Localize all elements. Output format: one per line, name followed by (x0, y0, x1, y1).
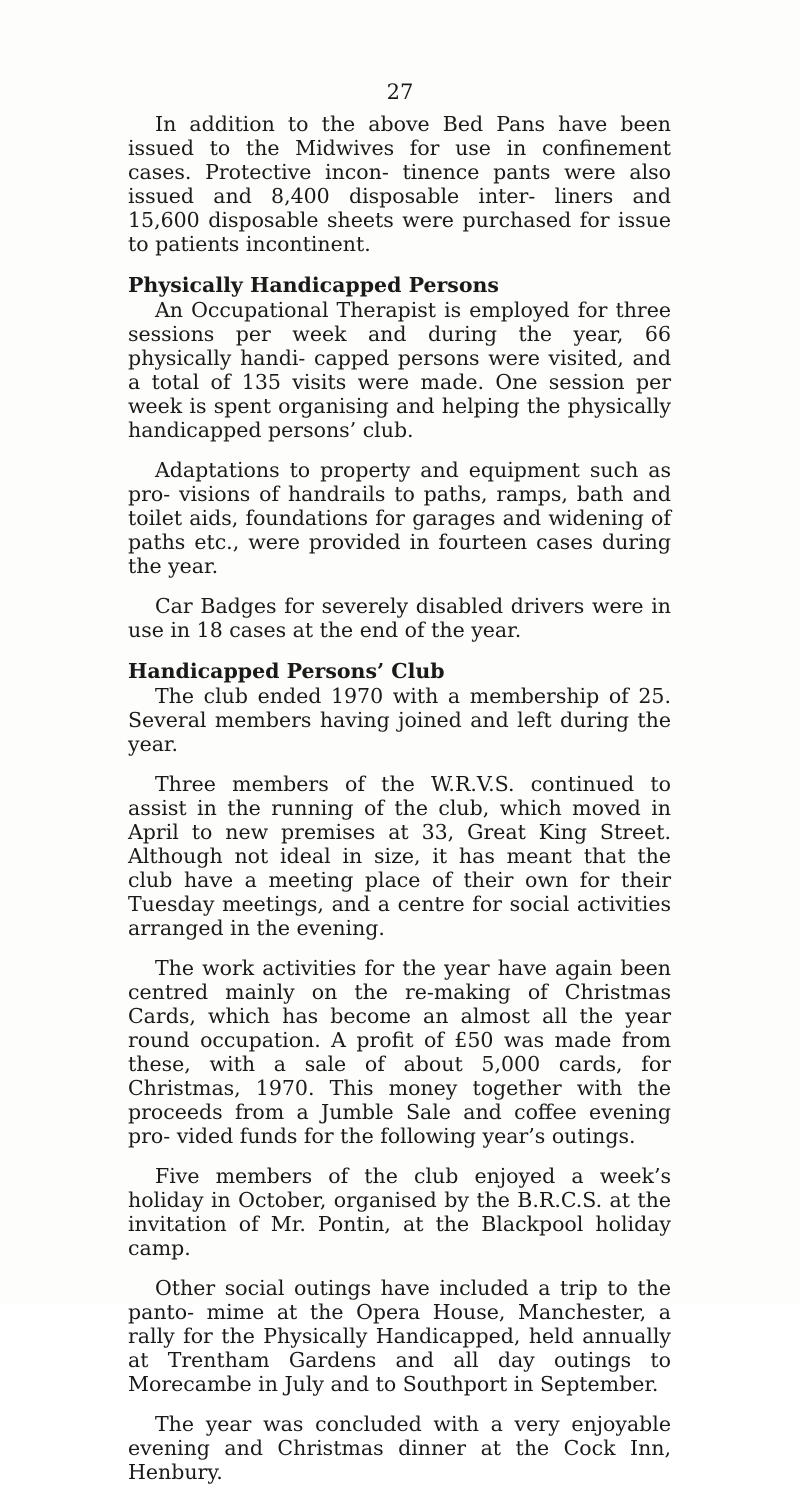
paragraph: Three members of the W.R.V.S. continued to assist in the running of the club, which moved in April to new premises at 33, Great King Street. Although not ideal in size, it has meant that the club have a meeting place of their own for their Tuesday meetings, and a centre for social activities arranged in the evening. (128, 772, 671, 940)
paragraph: Other social outings have included a trip to the panto- mime at the Opera House, Manchester, a rally for the Physically Handicapped, held annually at Trentham Gardens and all day outings to Morecambe in July and to Southport in September. (128, 1276, 671, 1396)
paragraph: The year was concluded with a very enjoyable evening and Christmas dinner at the Cock Inn, Henbury. (128, 1412, 671, 1484)
section-handicapped-persons-club (128, 658, 671, 1484)
paragraph: Five members of the club enjoyed a week’s holiday in October, organised by the B.R.C.S. at the invitation of Mr. Pontin, at the Blackpool holiday camp. (128, 1164, 671, 1260)
paragraph: Car Badges for severely disabled drivers were in use in 18 cases at the end of the year. (128, 594, 671, 642)
paragraph: An Occupational Therapist is employed for three sessions per week and during the year, 66 physically handi- capped persons were visited, and a total of 135 visits were made. One session per week is spent organising and helping the physically handicapped persons’ club. (128, 298, 671, 442)
intro-paragraph: In addition to the above Bed Pans have been issued to the Midwives for use in confinement cases. Protective incon- tinence pants were also issued and 8,400 disposable inter- liners and 15,600 disposable sheets were purchased for issue to patients incontinent. (128, 112, 671, 256)
section-heading: Handicapped Persons’ Club (128, 659, 445, 683)
paragraph: Adaptations to property and equipment such as pro- visions of handrails to paths, ramps, bath and toilet aids, foundations for garages and widening of paths etc., were provided in fourteen cases during the year. (128, 458, 671, 578)
paragraph: The club ended 1970 with a membership of 25. Several members having joined and left during the year. (128, 684, 671, 756)
paragraph: The work activities for the year have again been centred mainly on the re-making of Christmas Cards, which has become an almost all the year round occupation. A profit of £50 was made from these, with a sale of about 5,000 cards, for Christmas, 1970. This money together with the proceeds from a Jumble Sale and coffee evening pro- vided funds for the following year’s outings. (128, 956, 671, 1148)
section-heading: Physically Handicapped Persons (128, 273, 499, 297)
page-number: 27 (386, 80, 414, 104)
document-body (128, 112, 671, 1500)
section-physically-handicapped (128, 272, 671, 642)
